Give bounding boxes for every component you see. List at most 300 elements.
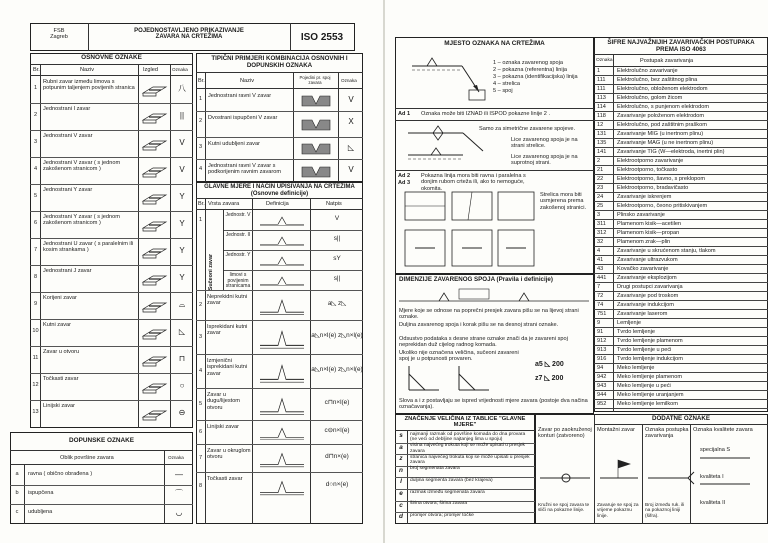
- process-code: 21: [597, 167, 604, 173]
- comb-col-no: Br.: [198, 78, 205, 84]
- process-code: 72: [597, 293, 604, 299]
- weld-name: Jednostrani V zavar ( s jednom zakošenom stranicom ): [43, 160, 121, 173]
- comb-illustration: [300, 92, 332, 113]
- weld-symbol: 八: [178, 84, 186, 93]
- process-row: [594, 121, 768, 130]
- row-number: 3: [33, 139, 38, 145]
- process-row: [594, 175, 768, 184]
- process-code: 311: [597, 221, 606, 227]
- weld-name: Jednostrani I zavar: [43, 106, 91, 112]
- meanings-title: ZNAČENJE VELIČINA IZ TABLICE "GLAVNE MJERE": [404, 416, 526, 429]
- comb-illustration: [300, 140, 332, 161]
- mm-row-note: d○n×(e): [325, 481, 349, 488]
- mm-row-type: Zavar u okruglom otvoru: [207, 448, 251, 461]
- process-code: 131: [597, 131, 607, 137]
- process-name: Elektrootporno zavarivanje: [617, 158, 684, 164]
- mm-row-note: a◺n×l(e) z◺n×l(e): [311, 366, 363, 373]
- dimension-rule-4: Ukoliko nije označena veličina, sučeoni zavareni spoj je u potpunosti provaren.: [399, 350, 519, 363]
- add-note-contour: Kružni se spoj zavara te sliči na pokazne linije.: [538, 503, 590, 514]
- process-code: 2: [597, 158, 601, 164]
- mm-definition-sketch: [258, 447, 306, 474]
- process-codes-title: ŠIFRE NAJVAŽNIJIH ZAVARIVAČKIH POSTUPAKA PREMA ISO 4063: [607, 39, 755, 53]
- side-label: Sučeoni zavar: [207, 253, 214, 291]
- comb-row-number: 1: [198, 96, 203, 102]
- mm-row-type: Izmjenični isprekidani kutni zavar: [207, 358, 248, 377]
- mm-col-no: Br.: [198, 201, 205, 207]
- weld-illustration: [141, 351, 168, 373]
- process-code: 43: [597, 266, 604, 272]
- comb-row-number: 3: [198, 144, 203, 150]
- process-name: Zavarivanje eksplozijom: [617, 275, 677, 281]
- comb-col-sign: Pojedini pr. spoj zavara: [299, 75, 331, 85]
- row-number: 7: [33, 247, 38, 253]
- row-number: 9: [33, 301, 38, 307]
- row-divider: [30, 211, 193, 212]
- process-code: 751: [597, 311, 607, 317]
- dimension-example-diagram: [399, 285, 589, 307]
- process-name: Elektrolučno, s punjenom elektrodom: [617, 104, 710, 110]
- process-row: [594, 391, 768, 400]
- comb-row-number: 2: [198, 118, 203, 124]
- weld-illustration: [141, 378, 168, 400]
- process-row: [594, 112, 768, 121]
- process-code: 23: [597, 185, 604, 191]
- process-name: Meko lemljenje plamenom: [617, 374, 682, 380]
- process-name: Elektrootporno, točkasto: [617, 167, 678, 173]
- mm-definition-sketch: [258, 423, 306, 446]
- mm-row-type: Točkasti zavar: [207, 476, 243, 482]
- comb-row-symbol: V: [348, 165, 354, 174]
- process-row: [594, 346, 768, 355]
- weld-illustration: [141, 216, 168, 238]
- process-row: [594, 328, 768, 337]
- process-row: [594, 274, 768, 283]
- process-code: 141: [597, 149, 607, 155]
- row-divider: [30, 319, 193, 320]
- mm-row-number: 1: [198, 217, 203, 223]
- meaning-text: najmanji razmak od površine komada do dna provara (ne veći od debljine najtanjeg lima u spoju): [410, 431, 526, 442]
- process-name: Tvrdo lemljenje u peći: [617, 347, 672, 353]
- meaning-text: duljina segmenta zavara (bez krajeva): [410, 477, 493, 483]
- process-row: [594, 220, 768, 229]
- row-number: 1: [33, 85, 38, 91]
- meaning-text: razmak između segmenata zavara: [410, 489, 485, 495]
- dimension-rule-5: Slova a i z postavljaju se ispred vrijednosti mjere zavara (postoje dva načina označavanja).: [399, 398, 588, 411]
- process-code: 91: [597, 329, 604, 335]
- left-page: [0, 0, 383, 543]
- process-row: [594, 103, 768, 112]
- comb-row-divider: [196, 159, 363, 160]
- process-row: [594, 193, 768, 202]
- dimension-rule-2: Duljina zavarenog spoja i korak pišu se na desnoj strani oznake.: [399, 322, 559, 328]
- ad1-label: Ad 1: [398, 111, 411, 117]
- meaning-symbol: z: [399, 455, 403, 463]
- process-code: 41: [597, 257, 604, 263]
- supp-row-name: udubljena: [28, 509, 53, 515]
- mm-row-subtype: Jednostr. II: [225, 232, 251, 238]
- row-divider: [30, 157, 193, 158]
- process-code: 7: [597, 284, 601, 290]
- mm-row-note: V: [334, 215, 340, 222]
- mm-definition-sketch: [258, 293, 306, 322]
- process-code: 118: [597, 113, 606, 119]
- mm-row-number: 4: [198, 368, 203, 374]
- process-row: [594, 247, 768, 256]
- row-divider: [30, 130, 193, 131]
- mm-row-number: 7: [198, 455, 203, 461]
- supplementary-title: DOPUNSKE OZNAKE: [69, 437, 134, 444]
- process-row: [594, 148, 768, 157]
- process-code: 952: [597, 401, 607, 407]
- weld-symbol: V: [179, 138, 185, 147]
- mm-row-note: c⊖n×l(e): [324, 427, 350, 434]
- process-row: [594, 229, 768, 238]
- comb-illustration: [300, 114, 332, 139]
- weld-symbol: Y: [179, 219, 185, 228]
- meaning-symbol: s: [399, 432, 403, 439]
- arrow-examples-diagram: [400, 188, 538, 272]
- weld-symbol: ◺: [178, 327, 186, 336]
- process-code: 94: [597, 365, 604, 371]
- process-row: [594, 85, 768, 94]
- row-divider: [30, 103, 193, 104]
- process-row: [594, 355, 768, 364]
- mm-row-divider: [196, 290, 363, 291]
- dimensions-title: DIMENZIJE ZAVARENOG SPOJA (Pravila i definicije): [399, 276, 553, 283]
- process-name: Drugi postupci zavarivanja: [617, 284, 683, 290]
- mm-row-note: s||: [333, 275, 341, 282]
- mm-row-note: sY: [333, 255, 341, 262]
- shape-col: Oblik površine zavara: [60, 455, 114, 461]
- meaning-symbol: d: [399, 513, 403, 521]
- mm-definition-sketch: [258, 475, 306, 502]
- process-row: [594, 301, 768, 310]
- process-code: 943: [597, 383, 607, 389]
- quality-special: specijalna S: [700, 447, 731, 453]
- meaning-text: širina otvora; širina zavara: [410, 501, 468, 507]
- mm-row-type: Neprekidni kutni zavar: [207, 294, 248, 307]
- mm-row-divider: [196, 472, 363, 473]
- weld-illustration: [141, 135, 168, 157]
- mark-examples-diagram: [403, 123, 509, 169]
- mm-row-subtype: limovi s povijenim stranicama: [225, 272, 251, 290]
- row-divider: [30, 400, 193, 401]
- process-name: Tvrdo lemljenje indukcijom: [617, 356, 683, 362]
- mm-row-type: Isprekidani kutni zavar: [207, 324, 248, 337]
- dimension-rule-3: Odsustvo podataka s desne strane oznake znači da je zavareni spoj neprekidan duž cijelog radnog komada.: [399, 336, 568, 349]
- process-code: 135: [597, 140, 607, 146]
- supp-row-letter: c: [15, 509, 19, 515]
- weld-name: Jednostrani V zavar: [43, 133, 93, 139]
- process-name: Meko lemljenje u peći: [617, 383, 671, 389]
- process-name: Lemljenje: [617, 320, 641, 326]
- process-name: Elektrolučno, pod zaštitnim praškom: [617, 122, 707, 128]
- meaning-text: stranica najvećeg trokuta koji se može upisati u presjek zavara: [410, 454, 530, 466]
- process-row: [594, 76, 768, 85]
- process-name: Zavarivanje položenom elektrodom: [617, 113, 705, 119]
- meaning-symbol: a: [399, 443, 403, 451]
- meaning-symbol: l: [400, 478, 402, 486]
- process-code: 111: [597, 86, 606, 92]
- process-row: [594, 265, 768, 274]
- mm-definition-sketch: [258, 391, 306, 422]
- process-code: 114: [597, 104, 606, 110]
- mm-row-type: Linijski zavar: [207, 424, 240, 430]
- weld-name: Rubni zavar između limova s potpunim taljenjem povijenih stranica: [43, 79, 135, 92]
- legend-item: 3 – pokazna (identifikacijska) linija: [493, 74, 578, 80]
- process-code: 113: [597, 95, 606, 101]
- weld-symbol: ⌓: [178, 300, 186, 309]
- process-name: Plamenom zrak—plin: [617, 239, 671, 245]
- weld-illustration: [141, 243, 168, 265]
- row-divider: [30, 292, 193, 293]
- process-name: Plamenom kisik—propan: [617, 230, 680, 236]
- process-row: [594, 337, 768, 346]
- right-page: [385, 0, 768, 543]
- process-name: Elektrolučno, obloženom elektrodom: [617, 86, 708, 92]
- supp-row-symbol: —: [175, 470, 183, 479]
- weld-name: Jednostrani U zavar ( s paralelnim ili kosim strankama ): [43, 241, 134, 254]
- mm-row-note: s||: [333, 235, 341, 242]
- dimension-example-z: z7 ◺ 200: [535, 375, 564, 382]
- add-col-quality: Oznaka kvalitete zavara: [693, 427, 753, 433]
- weld-name: Jednostrani Y zavar: [43, 187, 93, 193]
- mm-row-divider: [196, 420, 363, 421]
- weld-illustration: [141, 189, 168, 211]
- code-col: Oznaka: [596, 58, 613, 63]
- process-row: [594, 238, 768, 247]
- process-code: 3: [597, 212, 601, 218]
- weld-illustration: [141, 324, 168, 346]
- weld-illustration: [141, 297, 168, 319]
- add-note-assembly: Zavaruje se spoj za vrijeme pokaznu linije.: [597, 503, 639, 519]
- ad2-label: Ad 2: [398, 173, 411, 179]
- weld-name: Jednostrani Y zavar ( s jednom zakošenom stranicom ): [43, 214, 120, 227]
- process-code: 9: [597, 320, 601, 326]
- weld-symbol: ||: [179, 111, 185, 120]
- process-code: 441: [597, 275, 607, 281]
- weld-illustration: [141, 81, 168, 103]
- process-name: Meko lemljenje uranjanjem: [617, 392, 684, 398]
- process-code: 22: [597, 176, 604, 182]
- comb-row-name: Jednostrani ravni V zavar: [208, 93, 272, 99]
- row-number: 2: [33, 112, 38, 118]
- process-row: [594, 67, 768, 76]
- row-number: 10: [32, 328, 39, 334]
- comb-row-number: 4: [198, 166, 203, 172]
- dimension-example-a: a5 ◺ 200: [535, 361, 564, 368]
- process-row: [594, 157, 768, 166]
- mm-row-number: 3: [198, 334, 203, 340]
- row-divider: [30, 373, 193, 374]
- process-row: [594, 166, 768, 175]
- process-row: [594, 202, 768, 211]
- mm-row-note: a◺ z◺: [327, 300, 347, 307]
- face-arrow-side-note: Lice zavarenog spoja je na strani strelice.: [511, 137, 578, 150]
- process-code: 1: [597, 68, 601, 74]
- weld-symbol: ○: [179, 381, 185, 390]
- ad23-text: Pokazna linija mora biti ravna i paralelna s donjim rubom crteža ili, ako to nemoguće, okomita.: [421, 173, 526, 192]
- process-row: [594, 94, 768, 103]
- weld-symbol: Y: [179, 246, 185, 255]
- weld-symbol: Y: [179, 192, 185, 201]
- supp-row-letter: b: [15, 490, 19, 496]
- row-divider: [30, 265, 193, 266]
- process-row: [594, 130, 768, 139]
- process-code: 111: [597, 77, 606, 83]
- supp-row-divider: [10, 485, 193, 486]
- mm-definition-sketch: [258, 323, 306, 356]
- process-row: [594, 292, 768, 301]
- mm-definition-sketch: [258, 357, 306, 390]
- process-code: 916: [597, 356, 607, 362]
- mm-row-note: a◺n×l(e) z◺n×l(e): [311, 332, 363, 339]
- add-col-assembly: Montažni zavar: [597, 427, 635, 433]
- weld-name: Točkasti zavar: [43, 376, 79, 382]
- col-no: Br.: [33, 67, 40, 73]
- process-col: Postupak zavarivanja: [640, 58, 694, 64]
- mark-col: Oznaka: [168, 455, 184, 460]
- comb-row-name: Kutni udubljeni zavar: [208, 141, 260, 147]
- supp-row-symbol: ⌒: [175, 489, 183, 498]
- process-name: Elektrolučno, golom žicom: [617, 95, 683, 101]
- ad3-label: Ad 3: [398, 180, 411, 186]
- process-name: Zavarivanje laserom: [617, 311, 668, 317]
- mm-row-note: d⊓n×(e): [325, 453, 349, 460]
- process-name: Elektrolučno, bez zaštitnog plina: [617, 77, 698, 83]
- legend-item: 2 – pokazna (referentna) linija: [493, 67, 568, 73]
- mm-col-note: Natpis: [326, 201, 342, 207]
- process-code: 25: [597, 203, 604, 209]
- row-number: 11: [32, 355, 39, 361]
- weld-name: Korijeni zavar: [43, 295, 77, 301]
- arrow-direction-note: Strelica mora biti usmjerena prema zakošenoj stranici.: [540, 192, 587, 211]
- process-code: 24: [597, 194, 604, 200]
- org-label: FSB Zagreb: [50, 28, 68, 41]
- process-row: [594, 373, 768, 382]
- process-row: [594, 400, 768, 409]
- process-name: Plinsko zavarivanje: [617, 212, 665, 218]
- process-name: Elektrootporno, bradavičasto: [617, 185, 689, 191]
- process-row: [594, 211, 768, 220]
- mm-row-number: 6: [198, 429, 203, 435]
- subtype-divider: [223, 210, 224, 290]
- row-divider: [30, 184, 193, 185]
- process-code: 12: [597, 122, 604, 128]
- standard-label: ISO 2553: [300, 32, 344, 43]
- process-name: Zavarivanje ultrazvukom: [617, 257, 678, 263]
- mm-row-divider: [223, 250, 363, 251]
- process-code: 312: [597, 230, 607, 236]
- process-name: Meko lemljenje: [617, 365, 655, 371]
- comb-row-symbol: V: [348, 95, 354, 104]
- mm-row-note: c⊓n×l(e): [324, 399, 350, 406]
- additional-marks-diagram: [538, 448, 766, 500]
- process-name: Elektrootporno, čeono pritiskivanjem: [617, 203, 708, 209]
- additional-marks-title: DODATNE OZNAKE: [652, 415, 710, 422]
- ad1-text: Oznaka može biti IZNAD ili ISPOD pokazne linije 2 .: [421, 111, 551, 117]
- main-measures-title: GLAVNE MJERE I NAČIN UPISIVANJA NA CRTEŽIMA (Osnovne definicije): [204, 184, 355, 197]
- process-row: [594, 319, 768, 328]
- comb-col-mark: Oznaka: [341, 78, 357, 83]
- process-code: 913: [597, 347, 607, 353]
- process-name: Meko lemljenje lemilkom: [617, 401, 678, 407]
- meaning-text: visina najvećeg trokuta koji se može upisati u presjek zavara: [410, 443, 525, 454]
- col-name: Naziv: [80, 67, 94, 73]
- process-name: Elektrolučno zavarivanje: [617, 68, 678, 74]
- comb-row-name: Jednostrani ravni V zavar s podkorijenim ravnim zavarom: [208, 163, 282, 176]
- mm-row-divider: [223, 230, 363, 231]
- mm-col-type: Vrsta zavara: [208, 201, 240, 207]
- meaning-symbol: n: [399, 466, 403, 474]
- process-code: 32: [597, 239, 604, 245]
- supp-row-divider: [10, 504, 193, 505]
- weld-symbol: V: [179, 165, 185, 174]
- process-name: Tvrdo lemljenje: [617, 329, 655, 335]
- comb-row-divider: [196, 137, 363, 138]
- row-number: 4: [33, 166, 38, 172]
- supp-row-name: ispupčena: [28, 490, 54, 496]
- process-name: Kovačko zavarivanje: [617, 266, 669, 272]
- mm-row-subtype: Jednostr. V: [225, 212, 251, 218]
- legend-item: 5 – spoj: [493, 88, 513, 94]
- weld-symbol: ⊖: [178, 408, 186, 417]
- row-divider: [30, 346, 193, 347]
- process-name: Zavarivanje iskrenjem: [617, 194, 672, 200]
- comb-row-name: Dvostrani ispupčeni V zavar: [208, 115, 278, 121]
- col-mark: Oznaka: [172, 67, 188, 72]
- mm-row-divider: [223, 270, 363, 271]
- weld-name: Linijski zavar: [43, 403, 76, 409]
- process-name: Zavarivanje MAG (u ne inertnom plinu): [617, 140, 714, 146]
- weld-name: Kutni zavar: [43, 322, 71, 328]
- quality-one: kvaliteta I: [700, 474, 724, 480]
- weld-illustration: [141, 108, 168, 130]
- mm-row-divider: [196, 444, 363, 445]
- process-row: [594, 310, 768, 319]
- process-name: Elektrootporno, šavno, s preklopom: [617, 176, 705, 182]
- col-look: Izgled: [143, 67, 158, 73]
- quality-two: kvaliteta II: [700, 500, 726, 506]
- process-row: [594, 382, 768, 391]
- supp-row-name: ravna ( obično obrađena ): [28, 471, 93, 477]
- combinations-title: TIPIČNI PRIMJERI KOMBINACIJA OSNOVNIH I DOPUNSKIH OZNAKA: [211, 55, 348, 69]
- mark-place-title: MJESTO OZNAKA NA CRTEŽIMA: [444, 40, 545, 47]
- mm-row-number: 8: [198, 483, 203, 489]
- header-title: POJEDNOSTAVLJENO PRIKAZIVANJE ZAVARA NA CRTEŽIMA: [134, 28, 244, 41]
- mark-place-diagram: [407, 52, 487, 102]
- comb-row-symbol: ◺: [347, 143, 355, 152]
- comb-row-symbol: X: [348, 117, 354, 126]
- supp-row-symbol: ◡: [175, 508, 183, 517]
- mm-col-def: Definicija: [266, 201, 289, 207]
- comb-row-divider: [196, 111, 363, 112]
- add-col-process: Oznaka postupka zavarivanja: [645, 427, 689, 440]
- process-name: Zavarivanje pod troskom: [617, 293, 679, 299]
- add-col-contour: Zavar po zaokruženoj konturi (zatvoreno): [538, 427, 592, 440]
- mm-row-divider: [196, 354, 363, 355]
- mm-row-subtype: Jednostr. Y: [225, 252, 251, 258]
- process-code: 74: [597, 302, 604, 308]
- weld-symbol: Y: [179, 273, 185, 282]
- process-row: [594, 139, 768, 148]
- weld-illustration: [141, 270, 168, 292]
- face-other-side-note: Lice zavarenog spoja je na suprotnoj strani.: [511, 154, 578, 167]
- meaning-text: promjer otvora; promjer točke: [410, 512, 474, 518]
- mm-row-divider: [196, 388, 363, 389]
- weld-name: Jednostrani J zavar: [43, 268, 92, 274]
- process-name: Zavarivanje MIG (u inertnom plinu): [617, 131, 704, 137]
